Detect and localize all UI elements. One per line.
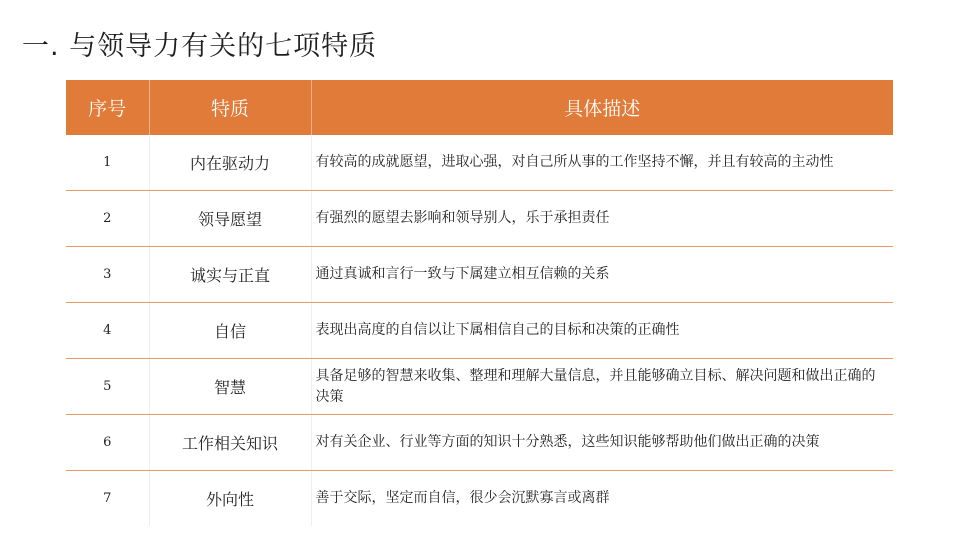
row-trait: 自信 [149, 303, 311, 359]
row-number: 6 [66, 415, 149, 471]
table-row [66, 415, 893, 471]
row-description: 有强烈的愿望去影响和领导别人，乐于承担责任 [311, 191, 893, 247]
table-row [66, 135, 893, 191]
row-description: 具备足够的智慧来收集、整理和理解大量信息，并且能够确立目标、解决问题和做出正确的决策 [311, 359, 893, 415]
row-number: 7 [66, 471, 149, 527]
header-trait: 特质 [149, 80, 311, 135]
table-row [66, 471, 893, 527]
row-description: 善于交际，坚定而自信，很少会沉默寡言或离群 [315, 490, 610, 506]
header-number: 序号 [66, 80, 149, 135]
row-number: 3 [66, 247, 149, 303]
page-title: 一. 与领导力有关的七项特质 [22, 31, 378, 62]
row-description: 对有关企业、行业等方面的知识十分熟悉，这些知识能够帮助他们做出正确的决策 [311, 415, 893, 471]
table-row [66, 247, 893, 303]
row-description: 表现出高度的自信以让下属相信自己的目标和决策的正确性 [311, 303, 893, 359]
row-trait: 内在驱动力 [149, 135, 311, 191]
header-description: 具体描述 [311, 80, 893, 135]
row-number: 2 [66, 191, 149, 247]
row-trait: 外向性 [149, 471, 311, 527]
row-number: 1 [66, 135, 149, 191]
row-description: 通过真诚和言行一致与下属建立相互信赖的关系 [311, 247, 893, 303]
row-trait: 智慧 [149, 359, 311, 415]
table-row [66, 191, 893, 247]
table-row [66, 359, 893, 415]
row-number: 4 [66, 303, 149, 359]
row-trait: 诚实与正直 [149, 247, 311, 303]
table-header-row [66, 80, 893, 135]
row-number: 5 [66, 359, 149, 415]
row-trait: 工作相关知识 [149, 415, 311, 471]
table-row [66, 303, 893, 359]
traits-table [66, 80, 893, 526]
row-description: 有较高的成就愿望，进取心强，对自己所从事的工作坚持不懈，并且有较高的主动性 [311, 135, 893, 191]
row-trait: 领导愿望 [149, 191, 311, 247]
